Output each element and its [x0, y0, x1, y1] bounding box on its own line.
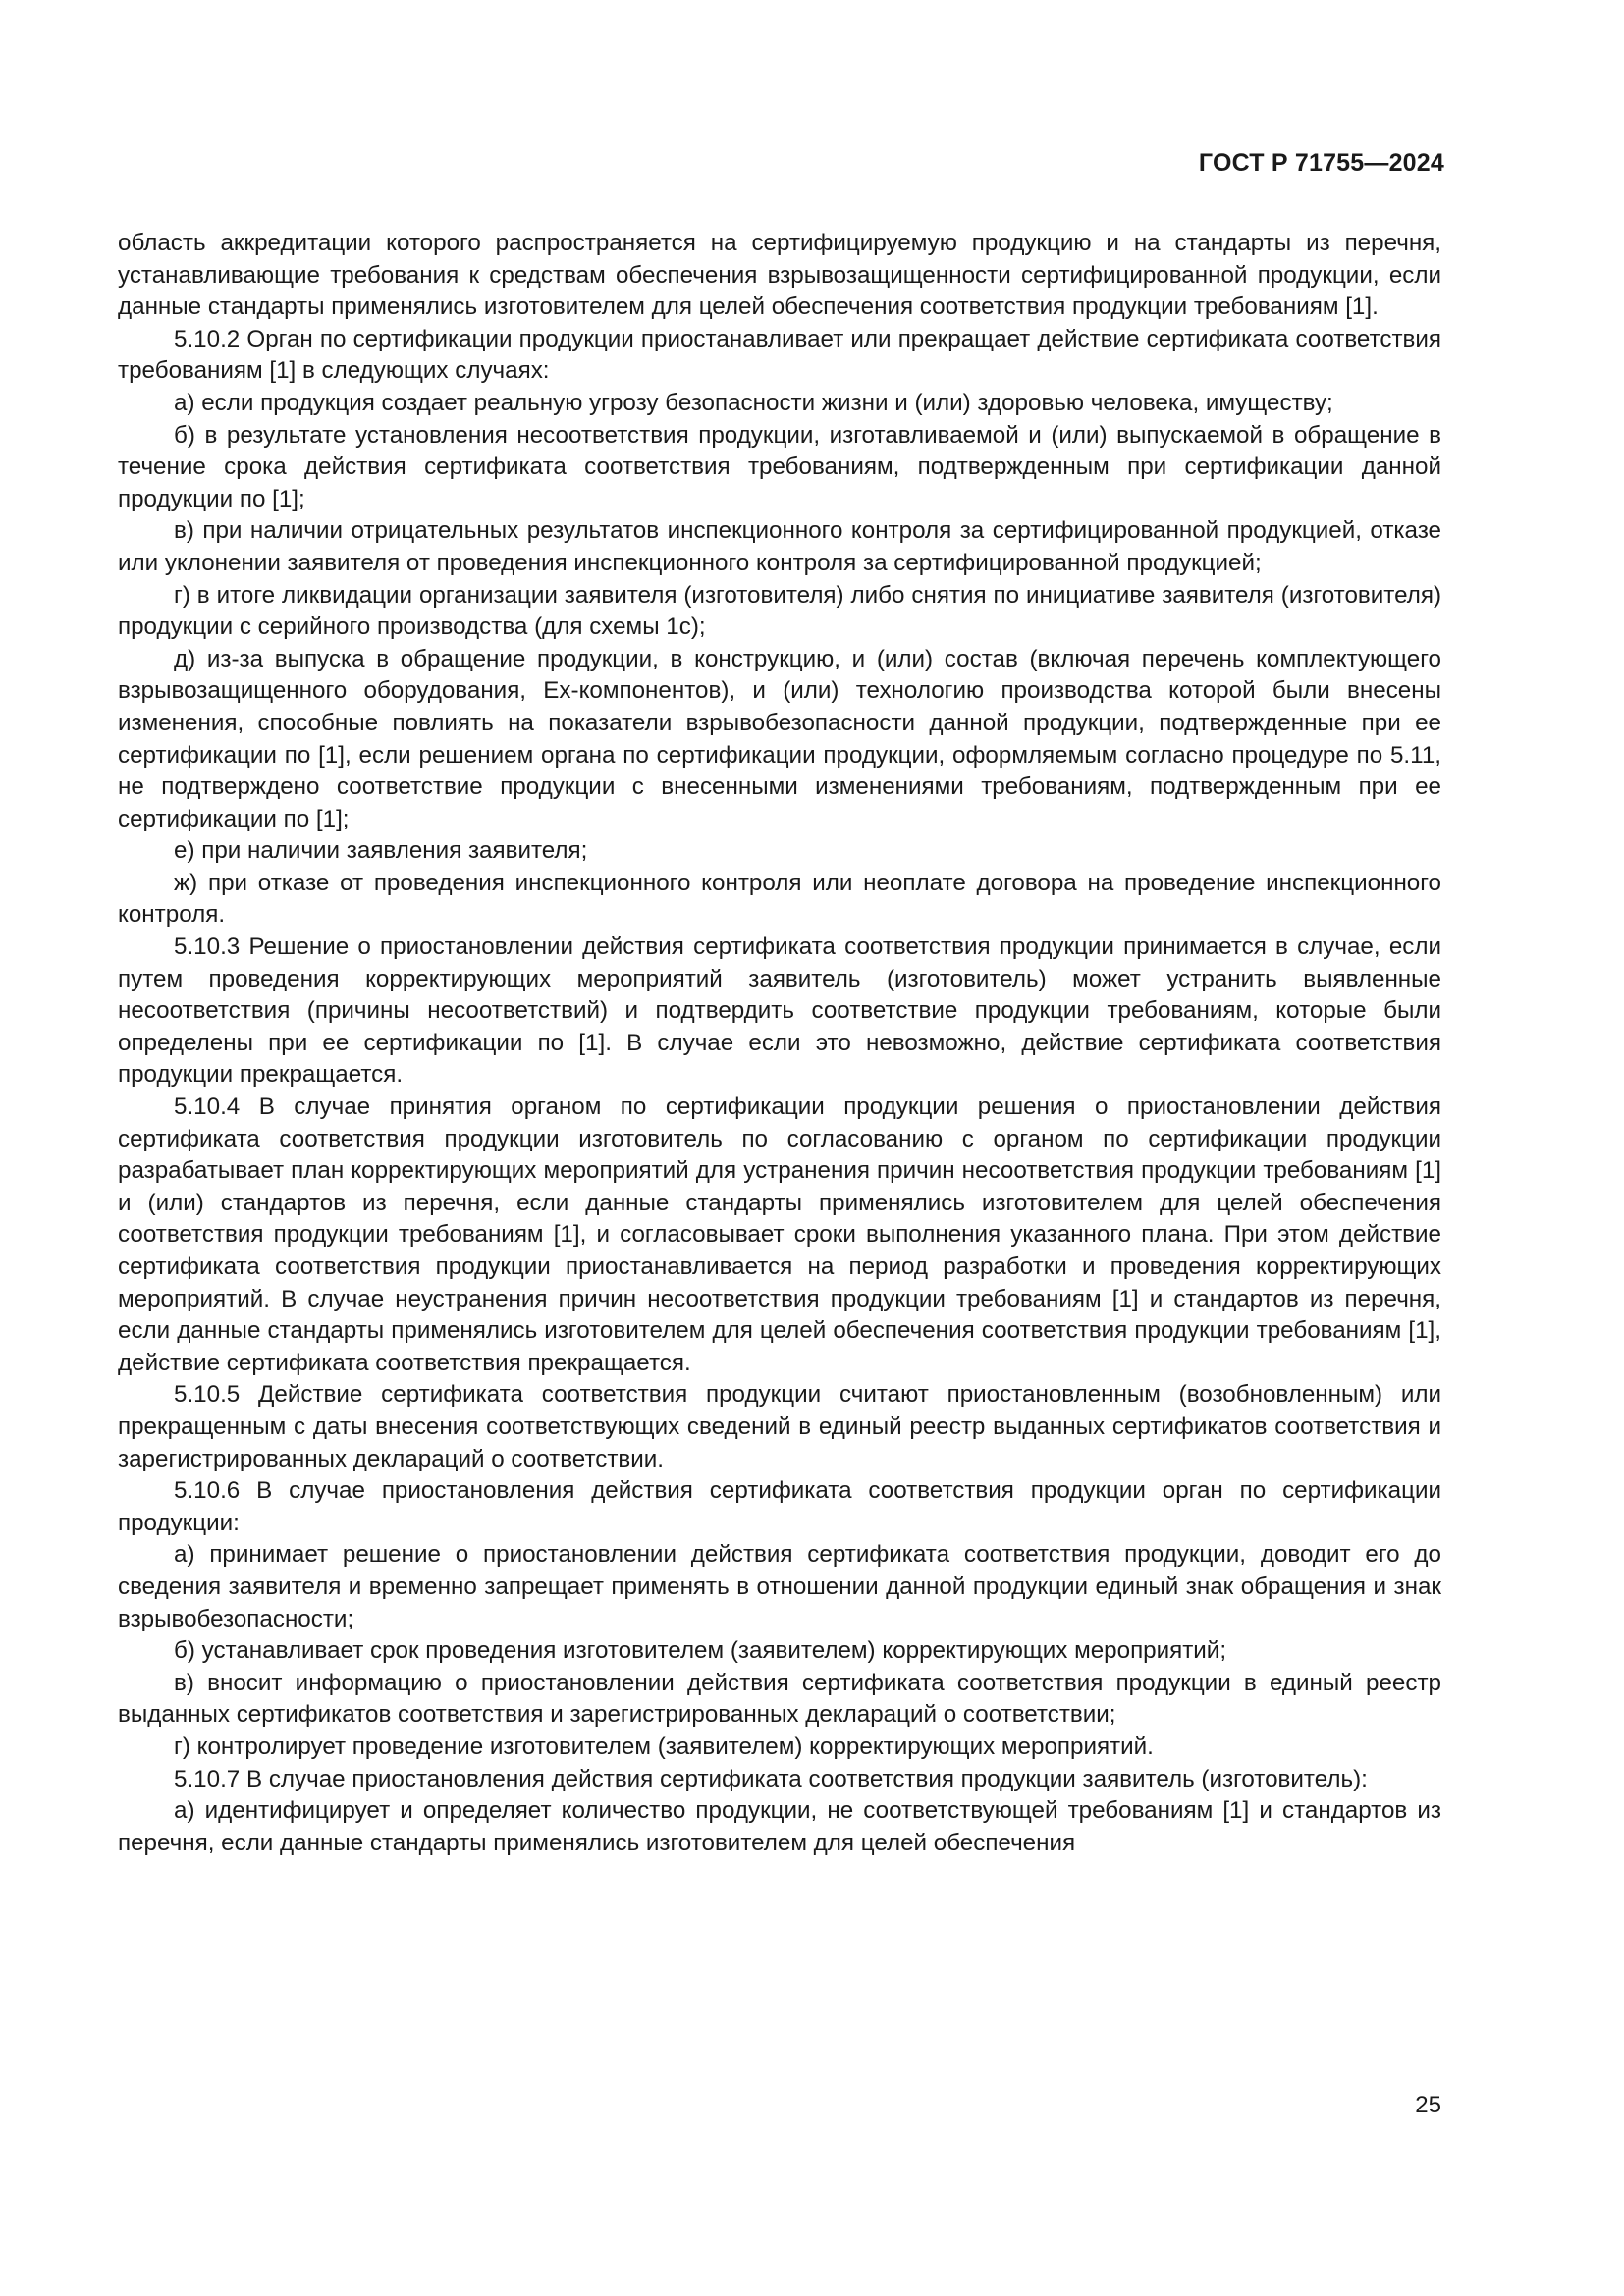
- paragraph: 5.10.4 В случае принятия органом по сертификации продукции решения о приостановлении действия сертификата соответствия продукции изготовитель по согласованию с органом по сертификации продукции разрабатывает план корректирующих мероприятий для устранения причин несоответствия продукции требованиям [1] и (или) стандартов из перечня, если данные стандарты применялись изготовителем для целей обеспечения соответствия продукции требованиям [1], и согласовывает сроки выполнения указанного плана. При этом действие сертификата соответствия продукции приостанавливается на период разработки и проведения корректирующих мероприятий. В случае неустранения причин несоответствия продукции требованиям [1] и стандартов из перечня, если данные стандарты применялись изготовителем для целей обеспечения соответствия продукции требованиям [1], действие сертификата соответствия прекращается.: [118, 1094, 1441, 1376]
- paragraph: 5.10.3 Решение о приостановлении действия сертификата соответствия продукции принимается в случае, если путем проведения корректирующих мероприятий заявитель (изготовитель) может устранить выявленные несоответствия (причины несоответствий) и подтвердить соответствие продукции требованиям, которые были определены при ее сертификации по [1]. В случае если это невозможно, действие сертификата соответствия продукции прекращается.: [118, 934, 1441, 1089]
- paragraph: 5.10.5 Действие сертификата соответствия продукции считают приостановленным (возобновленным) или прекращенным с даты внесения соответствующих сведений в единый реестр выданных сертификатов соответствия и зарегистрированных деклараций о соответствии.: [118, 1381, 1441, 1472]
- paragraph: а) идентифицирует и определяет количество продукции, не соответствующей требованиям [1] и стандартов из перечня, если данные стандарты применялись изготовителем для целей обеспечения: [118, 1797, 1441, 1856]
- document-body: [118, 228, 1441, 1859]
- paragraph: б) устанавливает срок проведения изготовителем (заявителем) корректирующих мероприятий;: [174, 1637, 1227, 1665]
- paragraph: а) принимает решение о приостановлении действия сертификата соответствия продукции, доводит его до сведения заявителя и временно запрещает применять в отношении данной продукции единый знак обращения и знак взрывобезопасности;: [118, 1541, 1441, 1632]
- paragraph: е) при наличии заявления заявителя;: [174, 837, 588, 865]
- paragraph: д) из-за выпуска в обращение продукции, в конструкцию, и (или) состав (включая перечень комплектующего взрывозащищенного оборудования, Ex-компонентов), и (или) технологию производства которой были внесены изменения, способные повлиять на показатели взрывобезопасности данной продукции, подтвержденные при ее сертификации по [1], если решением органа по сертификации продукции, оформляемым согласно процедуре по 5.11, не подтверждено соответствие продукции с внесенными изменениями требованиям, подтвержденным при ее сертификации по [1];: [118, 645, 1441, 832]
- page-number: 25: [1415, 2092, 1441, 2118]
- paragraph: в) при наличии отрицательных результатов инспекционного контроля за сертифицированной продукцией, отказе или уклонении заявителя от проведения инспекционного контроля за сертифицированной продукцией;: [118, 517, 1441, 576]
- document-id-header: ГОСТ Р 71755—2024: [1198, 149, 1444, 177]
- paragraph: 5.10.6 В случае приостановления действия сертификата соответствия продукции орган по сертификации продукции:: [118, 1477, 1441, 1536]
- paragraph: 5.10.2 Орган по сертификации продукции приостанавливает или прекращает действие сертификата соответствия требованиям [1] в следующих случаях:: [118, 325, 1441, 385]
- paragraph: область аккредитации которого распространяется на сертифицируемую продукцию и на стандарты из перечня, устанавливающие требования к средствам обеспечения взрывозащищенности сертифицированной продукции, если данные стандарты применялись изготовителем для целей обеспечения соответствия продукции требованиям [1].: [118, 230, 1441, 321]
- paragraph: а) если продукция создает реальную угрозу безопасности жизни и (или) здоровью человека, имуществу;: [174, 389, 1333, 416]
- paragraph: ж) при отказе от проведения инспекционного контроля или неоплате договора на проведение инспекционного контроля.: [118, 869, 1441, 929]
- paragraph: г) контролирует проведение изготовителем (заявителем) корректирующих мероприятий.: [174, 1733, 1154, 1760]
- paragraph: в) вносит информацию о приостановлении действия сертификата соответствия продукции в единый реестр выданных сертификатов соответствия и зарегистрированных деклараций о соответствии;: [118, 1669, 1441, 1729]
- paragraph: б) в результате установления несоответствия продукции, изготавливаемой и (или) выпускаемой в обращение в течение срока действия сертификата соответствия требованиям, подтвержденным при сертификации данной продукции по [1];: [118, 421, 1441, 512]
- paragraph: 5.10.7 В случае приостановления действия сертификата соответствия продукции заявитель (изготовитель):: [174, 1765, 1368, 1792]
- paragraph: г) в итоге ликвидации организации заявителя (изготовителя) либо снятия по инициативе заявителя (изготовителя) продукции с серийного производства (для схемы 1с);: [118, 581, 1441, 641]
